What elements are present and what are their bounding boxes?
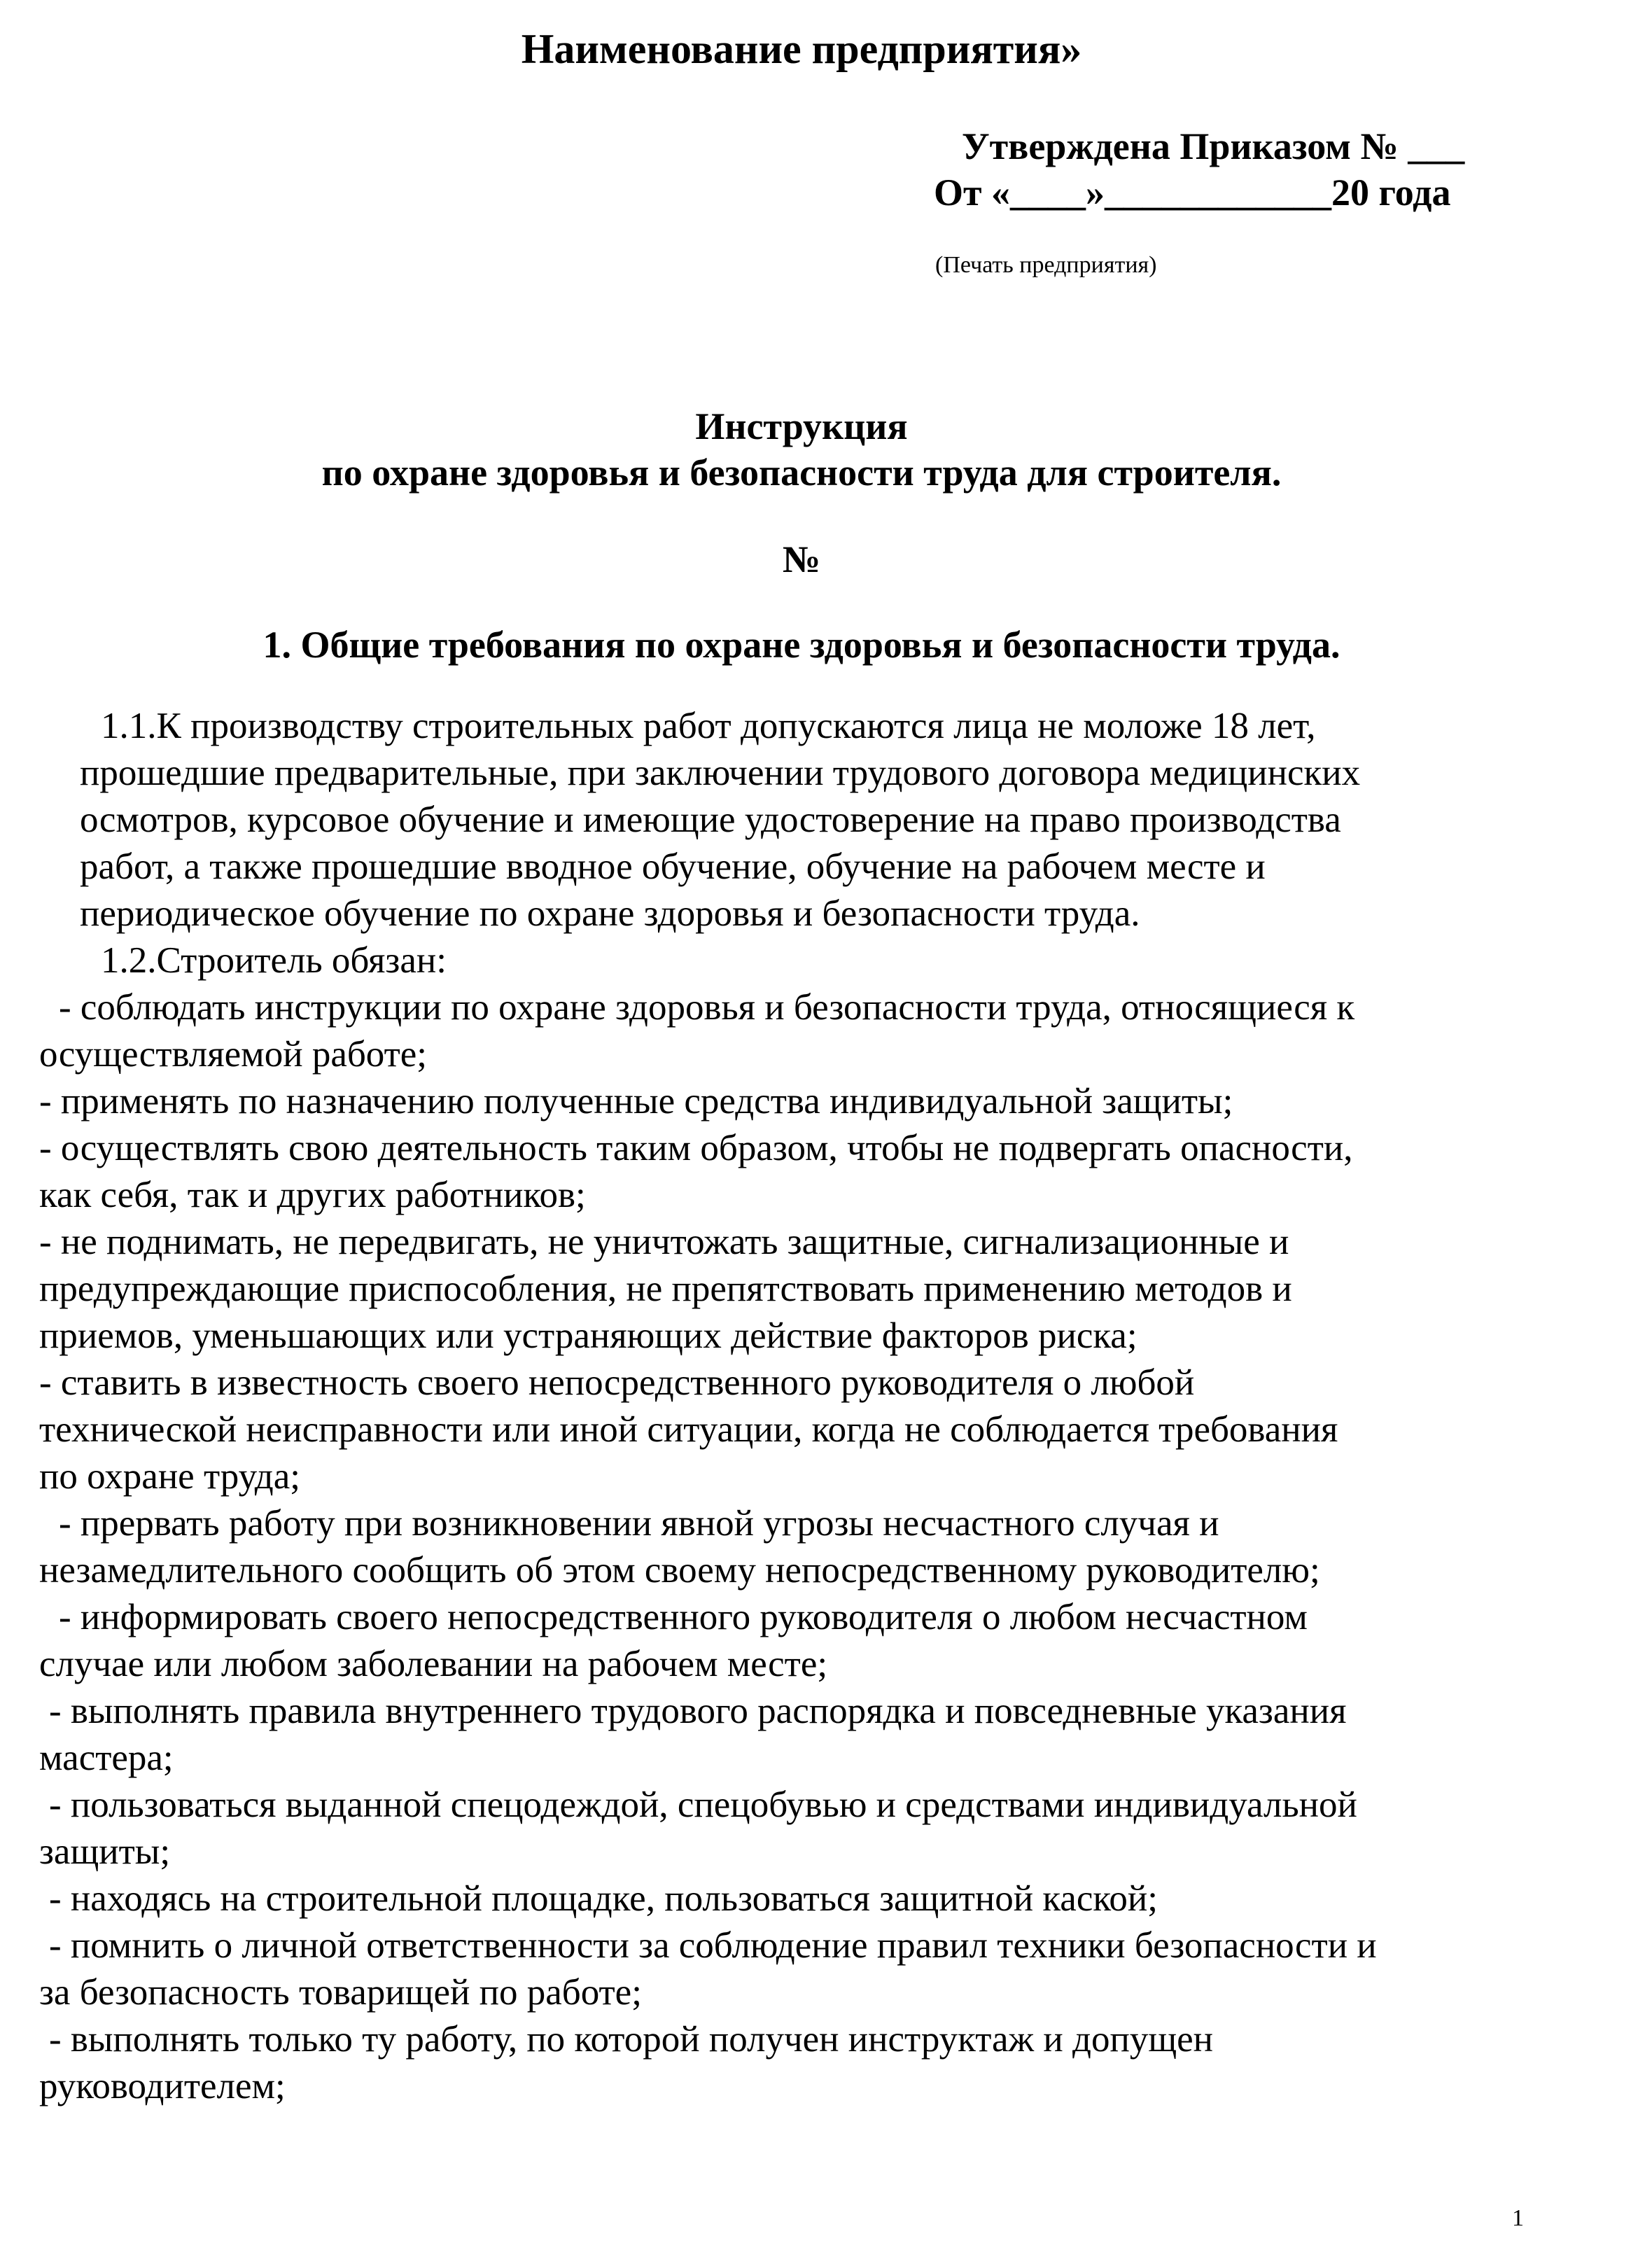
body-line: - применять по назначению полученные средства индивидуальной защиты;: [39, 1081, 1233, 1121]
body-line: - пользоваться выданной спецодеждой, спецобувью и средствами индивидуальной: [49, 1784, 1357, 1825]
body-line: мастера;: [39, 1738, 174, 1778]
body-line: руководителем;: [39, 2066, 286, 2106]
body-line: периодическое обучение по охране здоровья и безопасности труда.: [80, 893, 1140, 934]
body-line: случае или любом заболевании на рабочем месте;: [39, 1644, 828, 1684]
body-line: как себя, так и других работников;: [39, 1175, 586, 1215]
body-line: - информировать своего непосредственного руководителя о любом несчастном: [59, 1597, 1308, 1637]
body-line: приемов, уменьшающих или устраняющих действие факторов риска;: [39, 1315, 1138, 1356]
body-line: 1.1.К производству строительных работ допускаются лица не моложе 18 лет,: [101, 706, 1316, 746]
body-line: - находясь на строительной площадке, пользоваться защитной каской;: [49, 1878, 1158, 1919]
approval-date-line: От «____»____________20 года: [934, 172, 1451, 214]
page-number: 1: [1512, 2205, 1524, 2231]
approval-order-line: Утверждена Приказом № ___: [962, 125, 1465, 167]
body-line: работ, а также прошедшие вводное обучение, обучение на рабочем месте и: [80, 846, 1266, 887]
document-title: Инструкция: [695, 405, 908, 447]
body-line: за безопасность товарищей по работе;: [39, 1972, 642, 2013]
section-heading: 1. Общие требования по охране здоровья и безопасности труда.: [262, 624, 1340, 666]
body-line: - выполнять только ту работу, по которой получен инструктаж и допущен: [49, 2019, 1214, 2060]
body-line: 1.2.Строитель обязан:: [101, 940, 447, 981]
company-name: Наименование предприятия»: [521, 26, 1082, 72]
body-line: предупреждающие приспособления, не препятствовать применению методов и: [39, 1269, 1292, 1309]
body-line: - не поднимать, не передвигать, не уничтожать защитные, сигнализационные и: [39, 1222, 1289, 1262]
body-line: осмотров, курсовое обучение и имеющие удостоверение на право производства: [80, 799, 1341, 840]
body-line: незамедлительного сообщить об этом своему непосредственному руководителю;: [39, 1550, 1320, 1591]
body-line: прошедшие предварительные, при заключении трудового договора медицинских: [80, 753, 1361, 793]
body-line: - соблюдать инструкции по охране здоровья и безопасности труда, относящиеся к: [59, 987, 1355, 1028]
body-line: осуществляемой работе;: [39, 1034, 428, 1075]
document-number: №: [782, 538, 821, 580]
stamp-note: (Печать предприятия): [935, 252, 1157, 278]
body-line: по охране труда;: [39, 1456, 300, 1497]
body-line: технической неисправности или иной ситуации, когда не соблюдается требования: [39, 1409, 1338, 1450]
body-line: - помнить о личной ответственности за соблюдение правил техники безопасности и: [49, 1925, 1377, 1966]
body-line: - прервать работу при возникновении явной угрозы несчастного случая и: [59, 1503, 1219, 1544]
body-line: - ставить в известность своего непосредственного руководителя о любой: [39, 1362, 1195, 1403]
document-subtitle: по охране здоровья и безопасности труда для строителя.: [321, 452, 1282, 494]
body-line: - выполнять правила внутреннего трудового распорядка и повседневные указания: [49, 1691, 1347, 1731]
body-line: - осуществлять свою деятельность таким образом, чтобы не подвергать опасности,: [39, 1128, 1353, 1168]
body-line: защиты;: [39, 1831, 171, 1872]
